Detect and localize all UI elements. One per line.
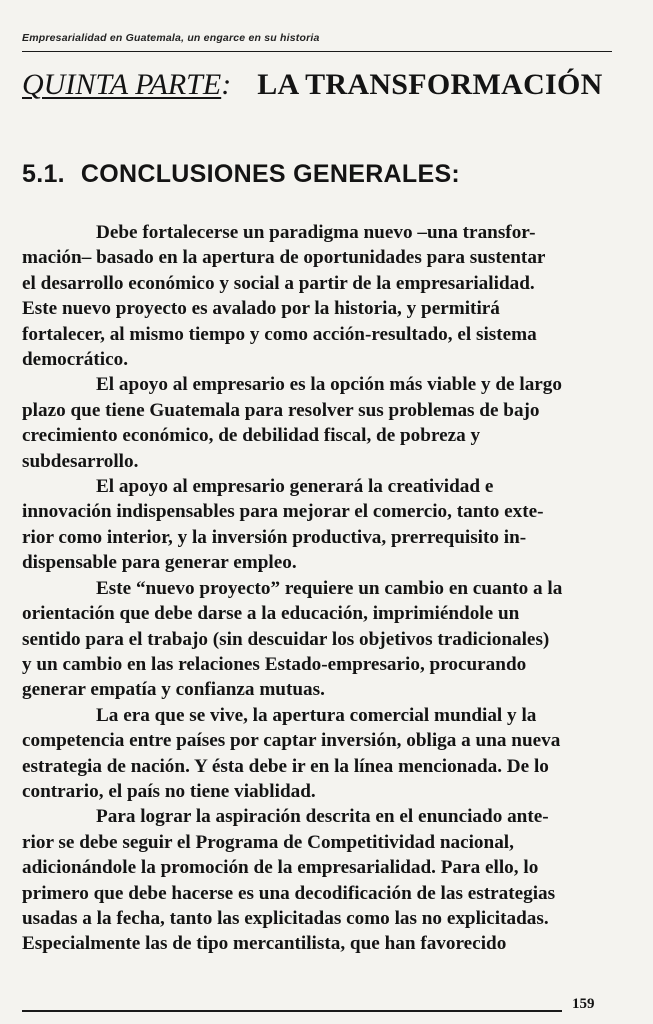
part-name: LA TRANSFORMACIÓN	[257, 68, 603, 101]
section-heading	[22, 160, 460, 189]
part-title	[22, 68, 622, 102]
page-number: 159	[572, 996, 595, 1012]
part-colon: :	[221, 68, 232, 101]
section-number: 5.1.	[22, 160, 65, 188]
paragraph-2: El apoyo al empresario es la opción más viable y de largo plazo que tiene Guatemala para resolver sus problemas de bajo crecimiento económico, de debilidad fiscal, de pobreza y subdesarrollo.	[22, 374, 562, 472]
paragraph-6: Para lograr la aspiración descrita en el enunciado ante- rior se debe seguir el Programa de Competitividad nacional, adicionándole la promoción de la empresarialidad. Para ello, lo primero que debe hacerse es una decodificación de las estrategias usadas a la fecha, tanto las explicitadas como las no explicitadas. Especialmente las de tipo mercantilista, que han favorecido	[22, 806, 556, 955]
paragraph-3: El apoyo al empresario generará la creatividad e innovación indispensables para mejorar el comercio, tanto exte- rior como interior, y la inversión productiva, prerrequisito in- dispensable para generar empleo.	[22, 476, 544, 574]
body-text	[22, 220, 626, 957]
paragraph-1: Debe fortalecerse un paradigma nuevo –una transfor- mación– basado en la apertura de oportunidades para sustentar el desarrollo económico y social a partir de la empresarialidad. Este nuevo proyecto es avalado por la historia, y permitirá fortalecer, al mismo tiempo y como acción-resultado, el sistema democrático.	[22, 222, 546, 371]
running-header: Empresarialidad en Guatemala, un engarce en su historia	[22, 32, 320, 44]
header-rule	[22, 51, 612, 52]
part-label: QUINTA PARTE	[22, 68, 222, 101]
section-title: CONCLUSIONES GENERALES:	[80, 160, 461, 188]
paragraph-5: La era que se vive, la apertura comercial mundial y la competencia entre países por captar inversión, obliga a una nueva estrategia de nación. Y ésta debe ir en la línea mencionada. De lo contrario, el país no tiene viablidad.	[22, 704, 561, 802]
footer-rule	[22, 1010, 562, 1012]
paragraph-4: Este “nuevo proyecto” requiere un cambio en cuanto a la orientación que debe darse a la educación, imprimiéndole un sentido para el trabajo (sin descuidar los objetivos tradicionales) y un cambio en las relaciones Estado-empresario, procurando generar empatía y confianza mutuas.	[22, 577, 563, 701]
